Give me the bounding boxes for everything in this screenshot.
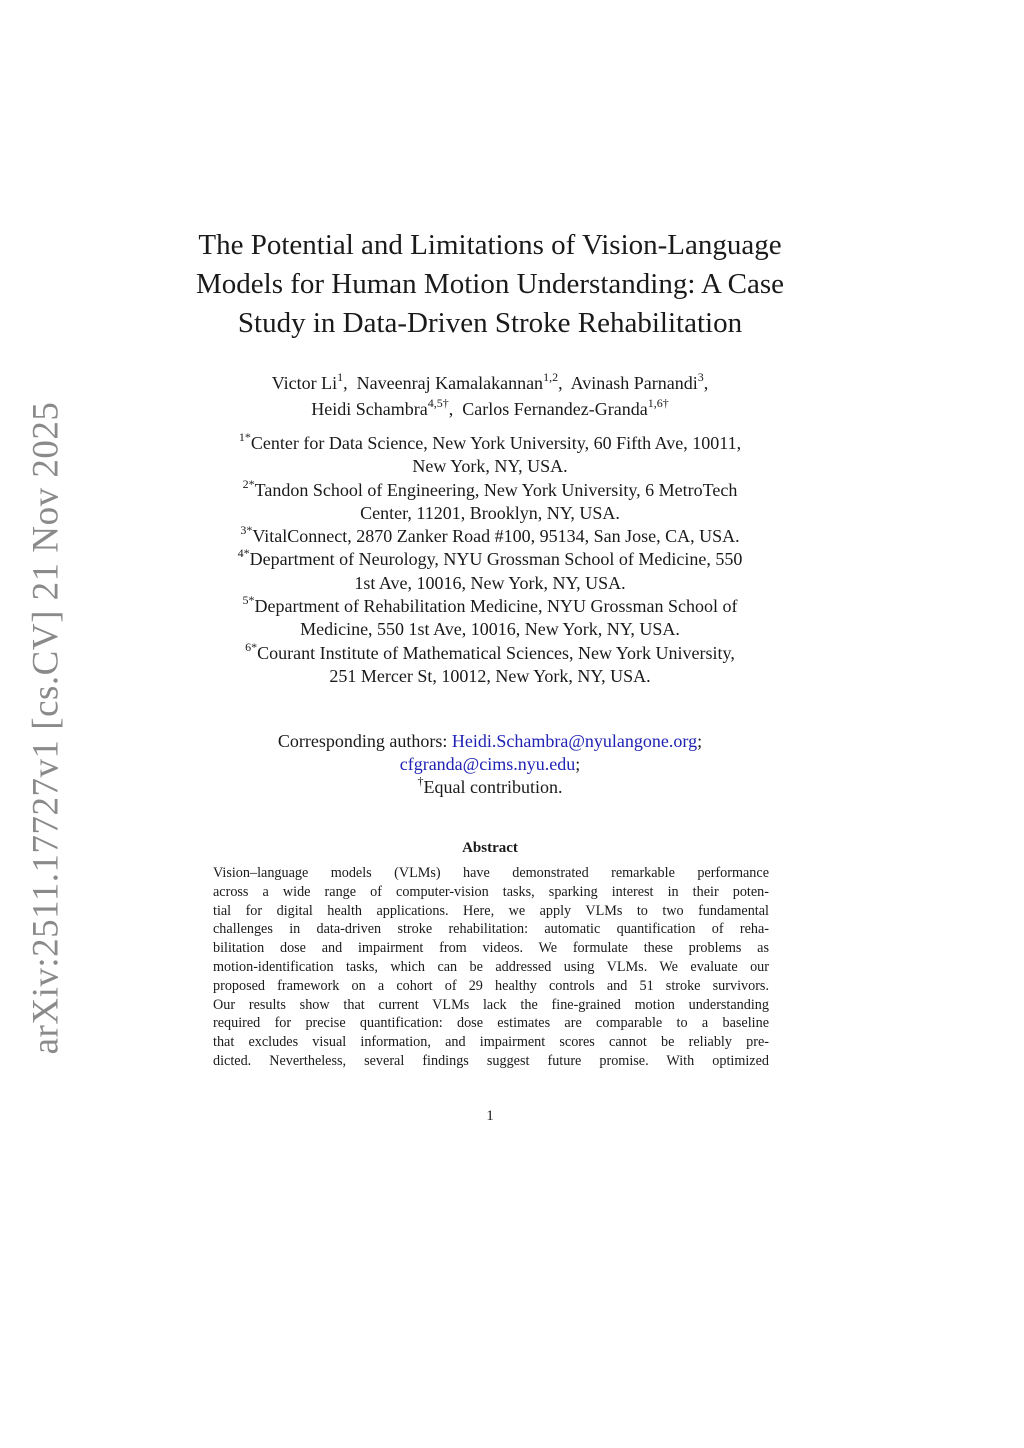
email-link-schambra[interactable]: Heidi.Schambra@nyulangone.org [451, 731, 698, 751]
affiliation-mark: 5* [242, 593, 255, 608]
abstract-line: required for precise quantification: dose estimates are comparable to a baseline [213, 1015, 769, 1032]
title-line: Models for Human Motion Understanding: A Case [195, 268, 784, 300]
abstract-heading: Abstract [462, 840, 518, 856]
affiliation-line: Medicine, 550 1st Ave, 10016, New York, NY, USA. [300, 619, 680, 640]
author-affil-mark: 3 [697, 370, 704, 384]
correspondence-label: Corresponding authors: [277, 731, 452, 751]
abstract-line: bilitation dose and impairment from videos. We formulate these problems as [213, 940, 769, 957]
title-line: Study in Data-Driven Stroke Rehabilitation [237, 307, 743, 339]
affiliation-text: Tandon School of Engineering, New York University, 6 MetroTech [254, 479, 738, 500]
abstract-line: motion-identification tasks, which can be addressed using VLMs. We evaluate our [213, 958, 769, 975]
author-affil-mark: 4,5† [427, 396, 449, 410]
affiliation-line [150, 595, 830, 618]
title-line: The Potential and Limitations of Vision-Language [198, 229, 782, 261]
affiliation-line [150, 525, 830, 548]
author-separator: , [703, 373, 709, 393]
affiliation-line: 251 Mercer St, 10012, New York, NY, USA. [329, 665, 651, 686]
author-name: Heidi Schambra [311, 399, 428, 419]
author-line [150, 370, 830, 396]
abstract-body [213, 864, 769, 1071]
correspondence-line [150, 730, 830, 753]
author-affil-mark: 1,2 [543, 370, 559, 384]
author-name: Avinash Parnandi [570, 373, 698, 393]
author-list [150, 370, 830, 422]
email-link-cfgranda[interactable]: cfgranda@cims.nyu.edu [399, 754, 576, 774]
affiliation-mark: 1* [238, 430, 251, 444]
correspondence-line [150, 753, 830, 776]
affiliation-list [150, 432, 830, 688]
author-name: Naveenraj Kamalakannan [356, 373, 544, 393]
abstract-line: Vision–language models (VLMs) have demonstrated remarkable performance [213, 865, 769, 881]
affiliation-line [150, 639, 830, 665]
author-name: Carlos Fernandez-Granda [462, 399, 648, 419]
affiliation-mark: 6* [245, 639, 258, 654]
affiliation-text: Center for Data Science, New York University, 60 Fifth Ave, 10011, [250, 433, 742, 453]
affiliation-text: Department of Neurology, NYU Grossman School of Medicine, 550 [249, 549, 743, 570]
author-affil-mark: 1,6† [647, 396, 669, 410]
abstract-line: proposed framework on a cohort of 29 healthy controls and 51 stroke survivors. [213, 977, 769, 994]
dagger-mark: † [417, 774, 424, 788]
author-line [150, 396, 830, 422]
paper-title [150, 226, 830, 343]
equal-contribution-text: Equal contribution. [423, 777, 563, 797]
affiliation-line [150, 476, 830, 502]
abstract-line: challenges in data-driven stroke rehabilitation: automatic quantification of reha- [213, 921, 769, 938]
author-separator: , [558, 373, 563, 393]
separator: ; [697, 731, 703, 751]
affiliation-line [150, 432, 830, 455]
separator: ; [575, 754, 581, 774]
affiliation-text: VitalConnect, 2870 Zanker Road #100, 95134, San Jose, CA, USA. [252, 526, 740, 547]
author-separator: , [448, 399, 454, 419]
affiliation-line: Center, 11201, Brooklyn, NY, USA. [360, 502, 620, 523]
abstract-line: that excludes visual information, and impairment scores cannot be reliably pre- [213, 1034, 769, 1051]
correspondence-block [150, 730, 830, 799]
abstract-line: across a wide range of computer-vision tasks, sparking interest in their poten- [213, 883, 769, 900]
page-number: 1 [486, 1108, 494, 1124]
affiliation-line [150, 548, 830, 571]
abstract-line: Our results show that current VLMs lack the fine-grained motion understanding [213, 996, 769, 1013]
author-affil-mark: 1 [337, 370, 344, 384]
affiliation-text: Department of Rehabilitation Medicine, NYU Grossman School of [254, 596, 738, 617]
affiliation-line: 1st Ave, 10016, New York, NY, USA. [354, 572, 626, 593]
arxiv-identifier: arXiv:2511.17727v1 [cs.CV] 21 Nov 2025 [25, 401, 67, 1055]
affiliation-mark: 2* [242, 476, 255, 491]
author-name: Victor Li [271, 373, 338, 393]
abstract-line: dicted. Nevertheless, several findings suggest future promise. With optimized [213, 1052, 769, 1069]
abstract-line: tial for digital health applications. Here, we apply VLMs to two fundamental [213, 902, 769, 919]
affiliation-text: Courant Institute of Mathematical Sciences, New York University, [257, 642, 735, 663]
affiliation-mark: 3* [240, 523, 253, 538]
author-separator: , [343, 373, 348, 393]
affiliation-mark: 4* [237, 546, 250, 561]
equal-contribution-note [150, 776, 830, 799]
affiliation-line: New York, NY, USA. [412, 456, 568, 477]
